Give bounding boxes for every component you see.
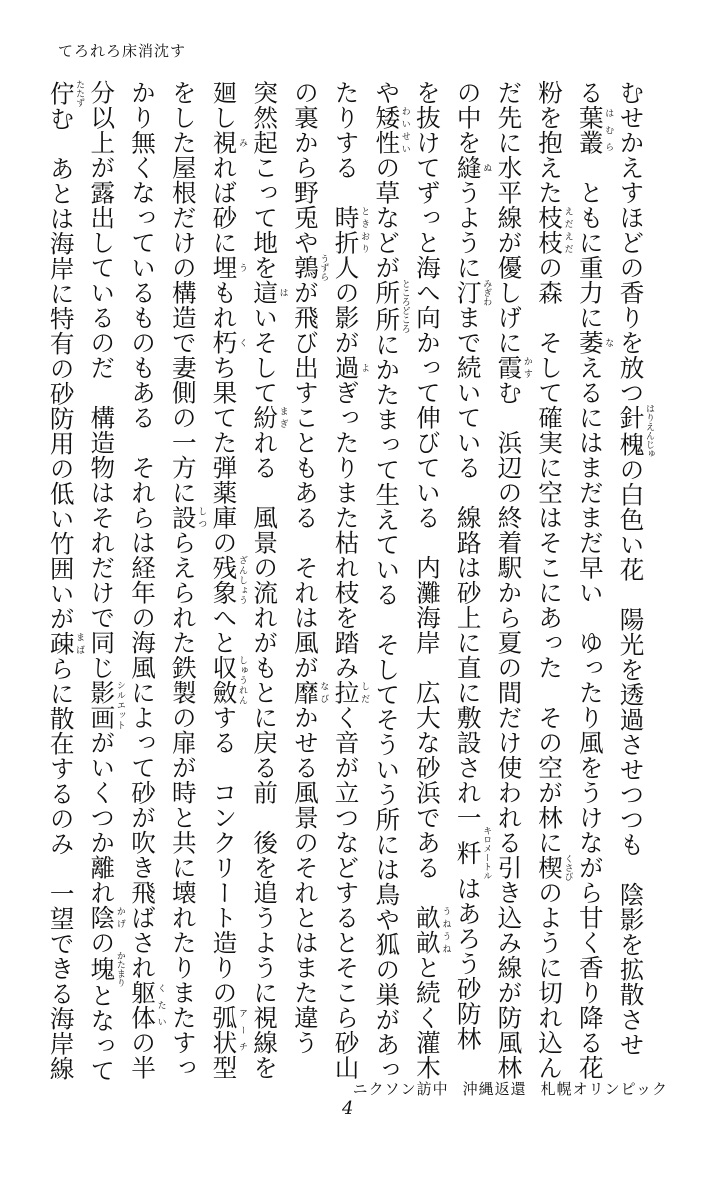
text-run: る	[575, 80, 605, 105]
ruby-reading: シルエット	[114, 680, 125, 730]
ruby-reading: アーチ	[236, 1005, 247, 1055]
ruby-reading: はりえんじゅ	[644, 404, 654, 458]
text-run: かり無くなっているものもある それらは経年の海風によって砂が吹き飛ばされ	[128, 80, 158, 980]
text-run: れば砂に	[209, 155, 239, 255]
text-column	[125, 80, 166, 1090]
ruby-reading: くさび	[562, 854, 573, 881]
ruby-annotation	[87, 680, 125, 730]
text-run: らに散在するのみ 一望できる海岸線	[46, 656, 76, 1081]
ruby-reading: かたまり	[114, 951, 125, 987]
ruby-reading: なび	[318, 680, 329, 705]
ruby-reading: かす	[521, 355, 532, 380]
ruby-annotation	[535, 854, 573, 881]
text-column	[328, 80, 369, 1090]
ruby-reading: よ	[359, 355, 370, 380]
ruby-base: 疎	[46, 631, 76, 656]
ruby-annotation	[46, 80, 85, 107]
ruby-reading: み	[236, 130, 247, 155]
ruby-base: 汀	[453, 279, 483, 306]
text-column	[450, 80, 491, 1090]
ruby-reading: たたず	[74, 80, 85, 107]
ruby-annotation	[372, 279, 410, 333]
text-run: や	[372, 80, 402, 105]
ruby-annotation	[209, 655, 247, 705]
text-run: へと	[209, 605, 239, 655]
text-run: ち果てた弾薬庫の	[209, 355, 239, 555]
ruby-annotation	[87, 951, 125, 987]
text-run: の半	[128, 1030, 158, 1080]
ruby-annotation	[290, 254, 329, 281]
ruby-reading: く	[236, 330, 247, 355]
text-run: む 浜辺の終着駅から夏の間だけ使われる引き込み線が防風林	[494, 380, 524, 1080]
ruby-annotation	[575, 105, 614, 155]
page-number: 4	[342, 1098, 354, 1119]
ruby-annotation	[494, 355, 532, 380]
text-column	[288, 80, 329, 1090]
text-run: のように切れ込ん	[535, 880, 565, 1080]
ruby-annotation	[250, 405, 288, 430]
text-run: を抜けてずっと海へ向かって伸びている 内灘海岸 広大な砂浜である	[412, 80, 442, 905]
ruby-reading: うねうね	[440, 905, 451, 955]
text-column	[247, 80, 288, 1090]
ruby-reading: えだえだ	[562, 205, 573, 255]
ruby-base: 時折	[331, 205, 361, 255]
text-column	[613, 80, 654, 1090]
running-foot	[353, 1078, 668, 1099]
ruby-annotation	[331, 680, 370, 705]
running-head: てろれろ床消沈す	[58, 42, 187, 60]
text-run: ぎったりまた枯れ枝を踏み	[331, 380, 361, 680]
text-run: だ先に水平線が優しげに	[494, 80, 524, 355]
text-run: となって	[87, 983, 117, 1083]
ruby-reading: まば	[74, 631, 85, 656]
text-column	[369, 80, 410, 1090]
text-run: いそして	[250, 305, 280, 405]
ruby-base: 萎	[575, 330, 605, 355]
text-run: 型	[209, 1055, 239, 1080]
ruby-annotation	[616, 404, 654, 458]
ruby-reading: くたい	[155, 980, 166, 1030]
ruby-base: 靡	[290, 680, 320, 705]
text-run: まで続いている 線路は砂上に直に敷設され一	[453, 305, 483, 830]
ruby-reading: ところどころ	[399, 279, 410, 333]
text-run: の草などが	[372, 155, 402, 280]
ruby-annotation	[209, 130, 247, 155]
ruby-annotation	[209, 255, 247, 280]
ruby-base: 這	[250, 280, 280, 305]
ruby-annotation	[290, 680, 329, 705]
text-run: の	[87, 930, 117, 955]
text-run: の白色い花 陽光を透過させつつも 陰影を拡散させ	[616, 457, 646, 1057]
ruby-annotation	[453, 155, 492, 180]
ruby-annotation	[209, 1005, 247, 1055]
ruby-base: 収斂	[209, 655, 239, 705]
ruby-reading: かげ	[114, 905, 125, 930]
text-run: かせる風景のそれとはまた違う	[290, 705, 320, 1055]
text-run: 廻し	[209, 80, 239, 130]
ruby-annotation	[535, 205, 573, 255]
ruby-base: 躯体	[128, 980, 158, 1030]
ruby-reading: しゅうれん	[236, 655, 247, 705]
ruby-base: 設	[168, 505, 198, 530]
ruby-base: 畝畝	[412, 905, 442, 955]
ruby-reading: はむら	[603, 105, 614, 155]
ruby-reading: しつ	[196, 505, 207, 530]
ruby-base: 陰	[87, 905, 117, 930]
ruby-annotation	[331, 205, 370, 255]
ruby-reading: わいせい	[399, 105, 410, 155]
text-column	[166, 80, 207, 1090]
ruby-reading: うずら	[318, 254, 329, 281]
ruby-annotation	[453, 826, 492, 880]
text-column	[491, 80, 532, 1090]
ruby-reading: は	[277, 280, 288, 305]
text-run: 分以上が露出しているのだ 構造物はそれだけで同じ	[87, 80, 117, 680]
ruby-annotation	[412, 905, 451, 955]
ruby-base: 枝枝	[535, 205, 565, 255]
text-run: がいくつか離れ	[87, 730, 117, 905]
ruby-annotation	[46, 631, 85, 656]
text-run: する コンクリート造りの	[209, 705, 239, 1005]
text-run: むせかえすほどの香りを放つ	[616, 80, 646, 405]
text-column	[206, 80, 247, 1090]
ruby-annotation	[209, 330, 247, 355]
text-run: く音が立つなどするとそこら砂山	[331, 705, 361, 1080]
text-run: の森 そして確実に空はそこにあった その空が林に	[535, 255, 565, 855]
text-column	[84, 80, 125, 1090]
text-run: ともに重力に	[575, 155, 605, 330]
ruby-reading: みぎわ	[481, 279, 492, 306]
ruby-annotation	[87, 905, 125, 930]
text-column	[410, 80, 451, 1090]
footer-item-sapporo: 札幌オリンピック	[540, 1080, 668, 1098]
ruby-reading: な	[603, 330, 614, 355]
ruby-base: 霞	[494, 355, 524, 380]
text-column	[43, 80, 84, 1090]
ruby-annotation	[453, 279, 492, 306]
ruby-annotation	[331, 355, 370, 380]
text-run: れる 風景の流れがもとに戻る前 後を追うように視線を	[250, 430, 280, 1080]
ruby-reading: キロメートル	[481, 826, 492, 880]
text-run: をした屋根だけの構造で妻側の一方に	[168, 80, 198, 505]
ruby-base: 鶉	[290, 254, 320, 281]
ruby-base: 楔	[535, 854, 565, 881]
ruby-base: 佇	[46, 80, 76, 107]
ruby-base: 影画	[87, 680, 117, 730]
ruby-base: 朽	[209, 330, 239, 355]
ruby-base: 矮性	[372, 105, 402, 155]
footer-item-nixon: ニクソン訪中	[352, 1080, 449, 1098]
ruby-base: 過	[331, 355, 361, 380]
text-run: 人の影が	[331, 255, 361, 355]
ruby-base: 葉叢	[575, 105, 605, 155]
text-column	[532, 80, 573, 1090]
ruby-annotation	[250, 280, 288, 305]
ruby-base: 拉	[331, 680, 361, 705]
ruby-reading: しだ	[359, 680, 370, 705]
text-column	[573, 80, 614, 1090]
ruby-base: 残象	[209, 555, 239, 605]
text-run: 突然起こって地を	[250, 80, 280, 280]
ruby-base: 所所	[372, 279, 402, 333]
ruby-annotation	[128, 980, 166, 1030]
ruby-reading: まぎ	[277, 405, 288, 430]
ruby-base: 視	[209, 130, 239, 155]
ruby-base: 埋	[209, 255, 239, 280]
text-run: の裏から野兎や	[290, 80, 320, 255]
footer-item-okinawa: 沖縄返還	[462, 1080, 527, 1098]
text-run: たりする	[331, 80, 361, 205]
text-run: にかたまって生えている そしてそういう所には鳥や狐の巣があっ	[372, 332, 402, 1082]
text-run: と続く灌木	[412, 955, 442, 1080]
text-run: が飛び出すこともある それは風が	[290, 280, 320, 680]
ruby-annotation	[372, 105, 410, 155]
text-run: らえられた鉄製の扉が時と共に壊れたりまたすっ	[168, 530, 198, 1080]
text-run: む あとは海岸に特有の砂防用の低い竹囲いが	[46, 106, 76, 631]
ruby-annotation	[168, 505, 207, 530]
ruby-annotation	[575, 330, 614, 355]
ruby-reading: う	[236, 255, 247, 280]
ruby-reading: ぬ	[481, 155, 492, 180]
ruby-base: 弧状	[209, 1005, 239, 1055]
ruby-base: 縫	[453, 155, 483, 180]
text-run: 粉を抱えた	[535, 80, 565, 205]
text-run: はあろう砂防林	[453, 876, 483, 1051]
ruby-base: 粁	[453, 826, 483, 880]
ruby-base: 針槐	[616, 404, 646, 458]
text-run: うように	[453, 180, 483, 280]
text-run: もれ	[209, 280, 239, 330]
ruby-annotation	[209, 555, 247, 605]
ruby-reading: ときおり	[359, 205, 370, 255]
text-run: の中を	[453, 80, 483, 155]
ruby-base: 塊	[87, 951, 117, 987]
body-text	[46, 80, 654, 1090]
ruby-base: 紛	[250, 405, 280, 430]
ruby-reading: ざんしょう	[236, 555, 247, 605]
text-run: えるにはまだまだ早い ゆったり風をうけながら甘く香り降る花	[575, 355, 605, 1080]
